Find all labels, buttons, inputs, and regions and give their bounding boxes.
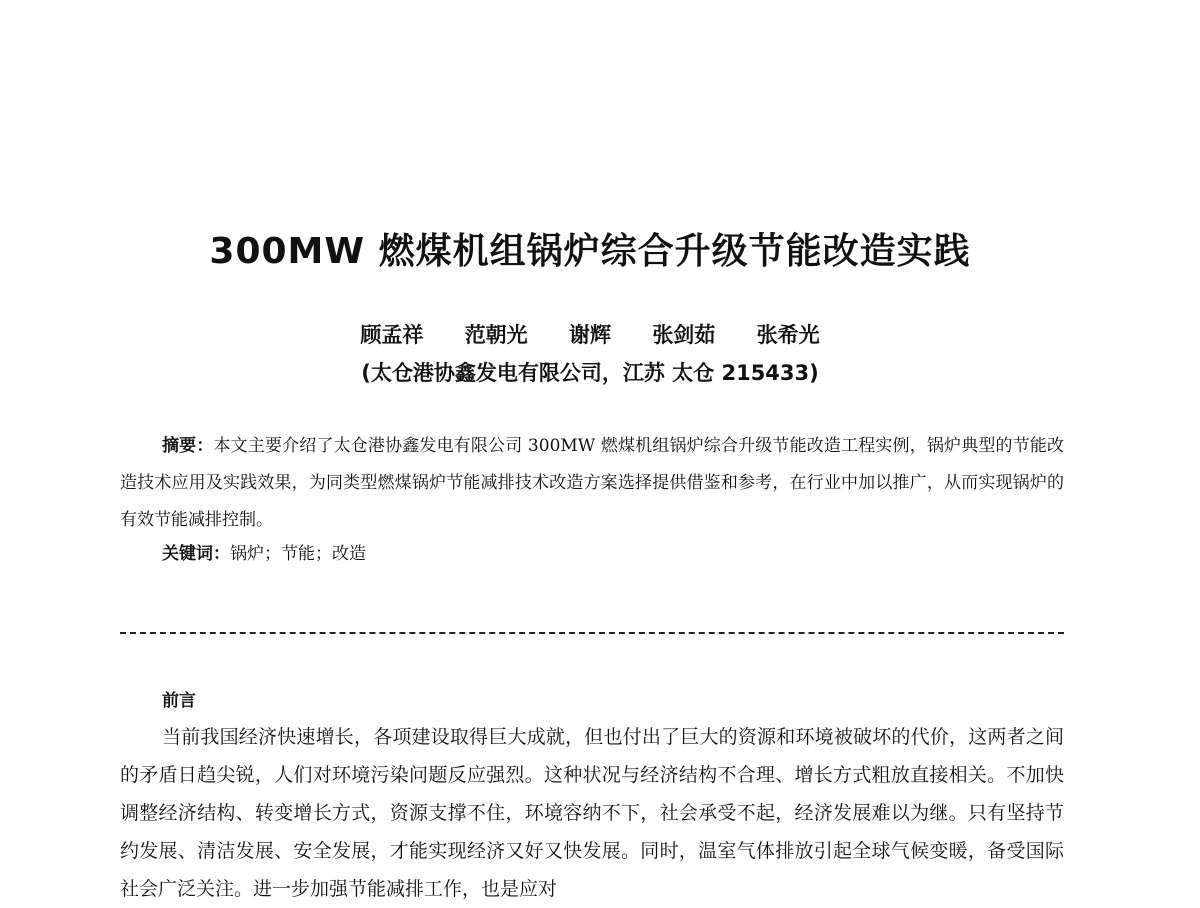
keywords-label: 关键词： xyxy=(162,544,230,564)
paper-title: 300MW 燃煤机组锅炉综合升级节能改造实践 xyxy=(209,231,971,272)
author-list xyxy=(0,320,1180,350)
author-name: 张希光 xyxy=(756,323,820,347)
author-name: 张剑茹 xyxy=(652,323,716,347)
keywords-text: 锅炉；节能；改造 xyxy=(230,544,366,564)
body-paragraph: 当前我国经济快速增长，各项建设取得巨大成就，但也付出了巨大的资源和环境被破坏的代价，这两者之间的矛盾日趋尖锐，人们对环境污染问题反应强烈。这种状况与经济结构不合理、增长方式粗放直接相关。不加快调整经济结构、转变增长方式，资源支撑不住，环境容纳不下，社会承受不起，经济发展难以为继。只有坚持节约发展、清洁发展、安全发展，才能实现经济又好又快发展。同时，温室气体排放引起全球气候变暖，备受国际社会广泛关注。进一步加强节能减排工作，也是应对 xyxy=(120,726,1064,900)
author-affiliation: (太仓港协鑫发电有限公司，江苏 太仓 215433) xyxy=(361,361,819,385)
author-name: 顾孟祥 xyxy=(360,323,424,347)
author-name: 谢辉 xyxy=(569,323,611,347)
abstract-text: 本文主要介绍了太仓港协鑫发电有限公司 300MW 燃煤机组锅炉综合升级节能改造工程实例，锅炉典型的节能改造技术应用及实践效果，为同类型燃煤锅炉节能减排技术改造方案选择提供借鉴和参考，在行业中加以推广，从而实现锅炉的有效节能减排控制。 xyxy=(120,436,1064,530)
author-name: 范朝光 xyxy=(464,323,528,347)
section-divider xyxy=(120,632,1064,634)
keywords xyxy=(162,536,1062,573)
section-heading: 前言 xyxy=(162,691,196,711)
abstract-label: 摘要： xyxy=(162,436,214,456)
abstract xyxy=(120,428,1064,539)
